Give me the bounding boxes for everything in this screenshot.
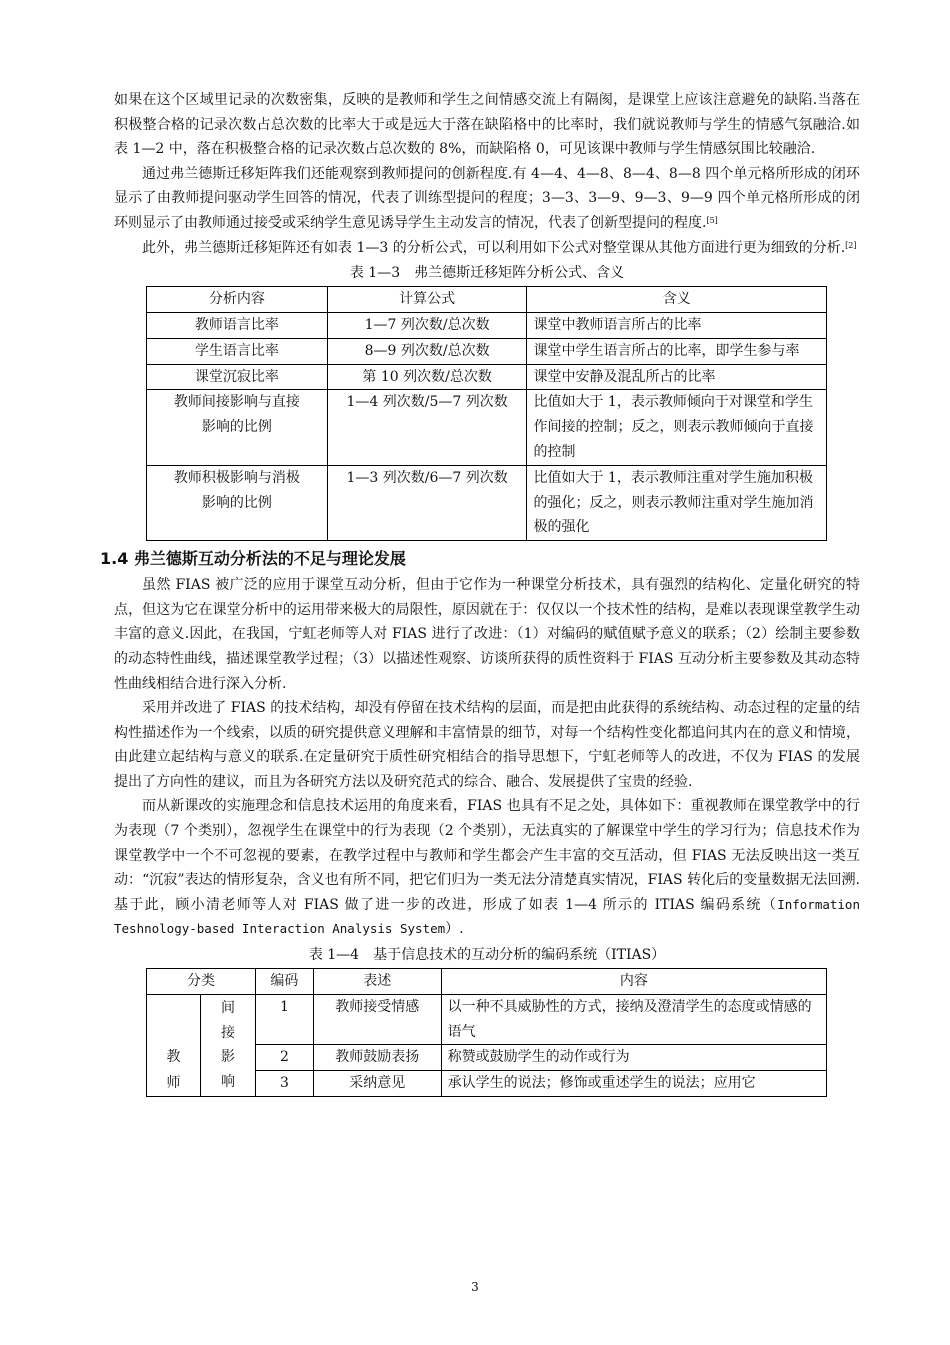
table-cell: 采纳意见 [313,1071,441,1097]
page-number: 3 [471,1280,479,1294]
table-header: 含义 [527,287,827,313]
table-cell: 比值如大于 1，表示教师注重对学生施加积极的强化；反之，则表示教师注重对学生施加消极的强化 [527,465,827,540]
citation-ref: [2] [845,240,857,250]
table-header: 编码 [255,969,313,995]
paragraph-6 [114,794,860,942]
itias-table [146,968,827,1097]
table-cell: 课堂中安静及混乱所占的比率 [527,364,827,390]
table-cell: 教师接受情感 [313,994,441,1045]
section-heading: 1.4 弗兰德斯互动分析法的不足与理论发展 [100,549,406,569]
paragraph-1: 如果在这个区域里记录的次数密集，反映的是教师和学生之间情感交流上有隔阂，是课堂上应该注意避免的缺陷.当落在积极整合格的记录次数占总次数的比率大于或是远大于落在缺陷格中的比率时，我们就说教师与学生的情感气氛融洽.如表 1—2 中，落在积极整合格的记录次数占总次数的 8%，而缺陷格 0，可见该课中教师与学生情感氛围比较融洽. [114,92,860,158]
category-cell: 教师 [147,994,201,1096]
table-row [147,338,827,364]
table-cell: 教师语言比率 [147,312,328,338]
paragraph-6-end: ）. [445,921,464,938]
table-cell: 承认学生的说法；修饰或重述学生的说法；应用它 [441,1071,826,1097]
formula-table [146,286,827,541]
table-header-row [147,969,827,995]
table-caption: 表 1—4 基于信息技术的互动分析的编码系统（ITIAS） [308,947,666,964]
table-caption: 表 1—3 弗兰德斯迁移矩阵分析公式、含义 [349,265,625,282]
table-header-row [147,287,827,313]
table-cell: 1—3 列次数/6—7 列次数 [327,465,527,540]
table-cell: 1—7 列次数/总次数 [327,312,527,338]
table-row [147,465,827,540]
citation-ref: [5] [706,215,718,225]
paragraph-6-text: 而从新课改的实施理念和信息技术运用的角度来看，FIAS 也具有不足之处，具体如下：重视教师在课堂教学中的行为表现（7 个类别），忽视学生在课堂中的行为表现（2 个类别），无法真实的了解课堂中学生的学习行为；信息技术作为课堂教学中一个不可忽视的要素，在教学过程中与教师和学生都会产生丰富的交互活动，但 FIAS 无法反映出这一类互动：“沉寂”表达的情形复杂，含义也有所不同，把它们归为一类无法分清楚真实情况，FIAS 转化后的变量数据无法回溯.基于此，顾小清老师等人对 FIAS 做了进一步的改进，形成了如表 1—4 所示的 ITIAS 编码系统（ [114,798,860,913]
document-page [100,88,860,1097]
subcategory-cell: 间接影响 [200,994,255,1096]
table-cell: 称赞或鼓励学生的动作或行为 [441,1045,826,1071]
itias-english-name: Information Teshnology-based Interaction Analysis System [114,896,860,937]
paragraph-3 [114,236,860,261]
paragraph-2 [114,162,860,236]
table-header: 计算公式 [327,287,527,313]
table-row [147,390,827,465]
table-cell: 第 10 列次数/总次数 [327,364,527,390]
table-row [147,364,827,390]
table-header: 内容 [441,969,826,995]
table-cell: 1—4 列次数/5—7 列次数 [327,390,527,465]
table-cell: 教师鼓励表扬 [313,1045,441,1071]
code-cell: 3 [255,1071,313,1097]
paragraph-5: 采用并改进了 FIAS 的技术结构，却没有停留在技术结构的层面，而是把由此获得的系统结构、动态过程的定量的结构性描述作为一个线索，以质的研究提供意义理解和丰富情景的细节，对每一个结构性变化都追问其内在的意义和情境，由此建立起结构与意义的联系.在定量研究于质性研究相结合的指导思想下，宁虹老师等人的改进，不仅为 FIAS 的发展提出了方向性的建议，而且为各研究方法以及研究范式的综合、融合、发展提供了宝贵的经验. [114,700,860,790]
table-cell: 学生语言比率 [147,338,328,364]
table-header: 表述 [313,969,441,995]
table-cell: 8—9 列次数/总次数 [327,338,527,364]
table-row [147,312,827,338]
table-cell: 课堂沉寂比率 [147,364,328,390]
table-cell: 课堂中教师语言所占的比率 [527,312,827,338]
paragraph-3-text: 此外，弗兰德斯迁移矩阵还有如表 1—3 的分析公式，可以利用如下公式对整堂课从其他方面进行更为细致的分析. [142,239,846,256]
table-cell: 以一种不具威胁性的方式，接纳及澄清学生的态度或情感的语气 [441,994,826,1045]
table-header: 分类 [147,969,256,995]
table-cell: 比值如大于 1，表示教师倾向于对课堂和学生作间接的控制；反之，则表示教师倾向于直接的控制 [527,390,827,465]
code-cell: 1 [255,994,313,1045]
table-cell: 课堂中学生语言所占的比率，即学生参与率 [527,338,827,364]
code-cell: 2 [255,1045,313,1071]
table-row [147,994,827,1045]
paragraph-2-text: 通过弗兰德斯迁移矩阵我们还能观察到教师提问的创新程度.有 4—4、4—8、8—4、8—8 四个单元格所形成的闭环显示了由教师提问驱动学生回答的情况，代表了训练型提问的程度；3—3、3—9、9—3、9—9 四个单元格所形成的闭环则显示了由教师通过接受或采纳学生意见诱导学生主动发言的情况，代表了创新型提问的程度. [114,165,860,231]
paragraph-4: 虽然 FIAS 被广泛的应用于课堂互动分析，但由于它作为一种课堂分析技术，具有强烈的结构化、定量化研究的特点，但这为它在课堂分析中的运用带来极大的局限性，原因就在于：仅仅以一个技术性的结构，是难以表现课堂教学生动丰富的意义.因此，在我国，宁虹老师等人对 FIAS 进行了改进：（1）对编码的赋值赋予意义的联系；（2）绘制主要参数的动态特性曲线，描述课堂教学过程；（3）以描述性观察、访谈所获得的质性资料于 FIAS 互动分析主要参数及其动态特性曲线相结合进行深入分析. [114,577,860,692]
table-cell: 教师积极影响与消极影响的比例 [147,465,328,540]
table-header: 分析内容 [147,287,328,313]
table-cell: 教师间接影响与直接影响的比例 [147,390,328,465]
